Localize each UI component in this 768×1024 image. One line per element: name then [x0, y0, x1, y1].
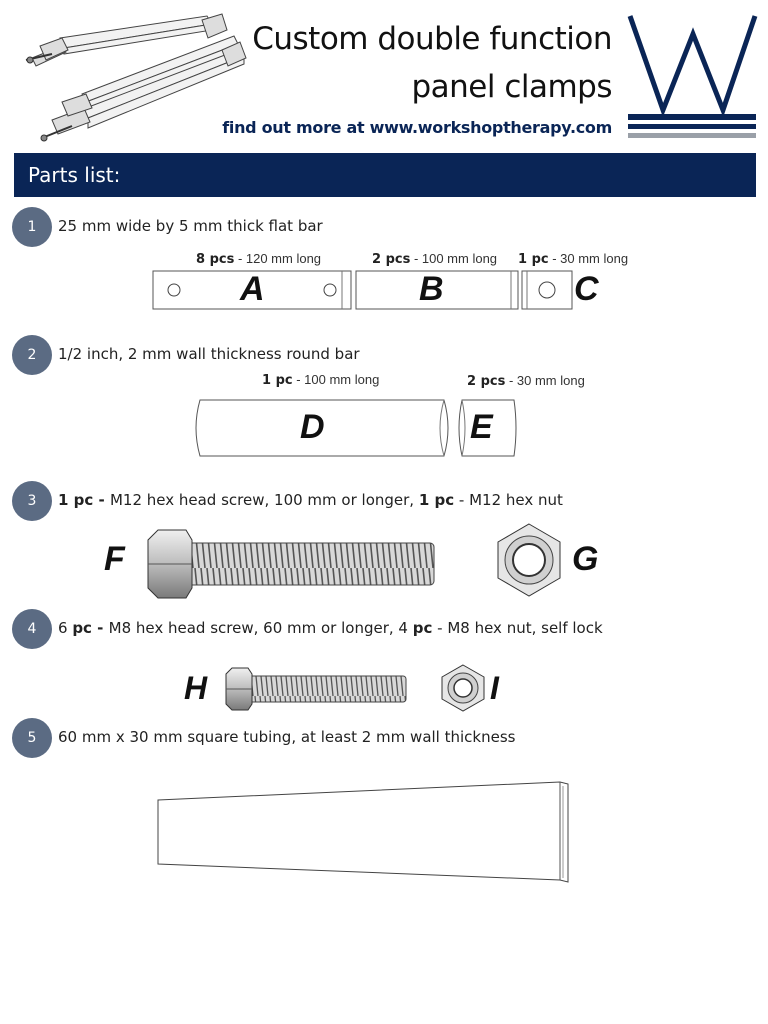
- step-number-5: 5: [12, 718, 52, 758]
- part-c-label: C: [574, 270, 599, 308]
- flat-bar-c-drawing: [521, 270, 573, 310]
- part-b-label: B: [419, 270, 444, 308]
- step-5-description: 60 mm x 30 mm square tubing, at least 2 mm wall thickness: [58, 728, 516, 746]
- part-e-label: E: [470, 408, 493, 446]
- step-1-description: 25 mm wide by 5 mm thick flat bar: [58, 217, 323, 235]
- step-number-1: 1: [12, 207, 52, 247]
- part-e-quantity: 2 pcs - 30 mm long: [467, 373, 585, 389]
- part-f-label: F: [104, 540, 125, 578]
- website-link[interactable]: find out more at www.workshoptherapy.com: [222, 118, 612, 137]
- step-number-4: 4: [12, 609, 52, 649]
- step-number-2: 2: [12, 335, 52, 375]
- square-tubing-drawing: [154, 778, 574, 888]
- m12-hex-screw-drawing: [146, 528, 438, 600]
- step-3-description: 1 pc - M12 hex head screw, 100 mm or longer, 1 pc - M12 hex nut: [58, 491, 563, 509]
- part-g-label: G: [572, 540, 599, 578]
- step-number-3: 3: [12, 481, 52, 521]
- part-d-quantity: 1 pc - 100 mm long: [262, 372, 380, 388]
- part-c-quantity: 1 pc - 30 mm long: [518, 251, 629, 267]
- part-b-quantity: 2 pcs - 100 mm long: [372, 251, 498, 267]
- part-a-label: A: [240, 270, 265, 308]
- m8-hex-screw-drawing: [224, 666, 408, 712]
- workshop-therapy-logo: [627, 14, 757, 139]
- part-i-label: I: [490, 670, 499, 706]
- part-a-quantity: 8 pcs - 120 mm long: [196, 251, 322, 267]
- step-2-description: 1/2 inch, 2 mm wall thickness round bar: [58, 345, 360, 363]
- step-4-description: 6 pc - M8 hex head screw, 60 mm or longer, 4 pc - M8 hex nut, self lock: [58, 619, 603, 637]
- part-h-label: H: [184, 670, 208, 706]
- parts-list-banner: [14, 153, 756, 197]
- part-d-label: D: [300, 408, 325, 446]
- parts-list-heading: Parts list:: [28, 163, 121, 187]
- page-title-line1: Custom double function: [252, 21, 612, 57]
- page-title-line2: panel clamps: [411, 69, 612, 105]
- m12-hex-nut-drawing: [494, 522, 564, 598]
- m8-self-lock-nut-drawing: [440, 663, 486, 713]
